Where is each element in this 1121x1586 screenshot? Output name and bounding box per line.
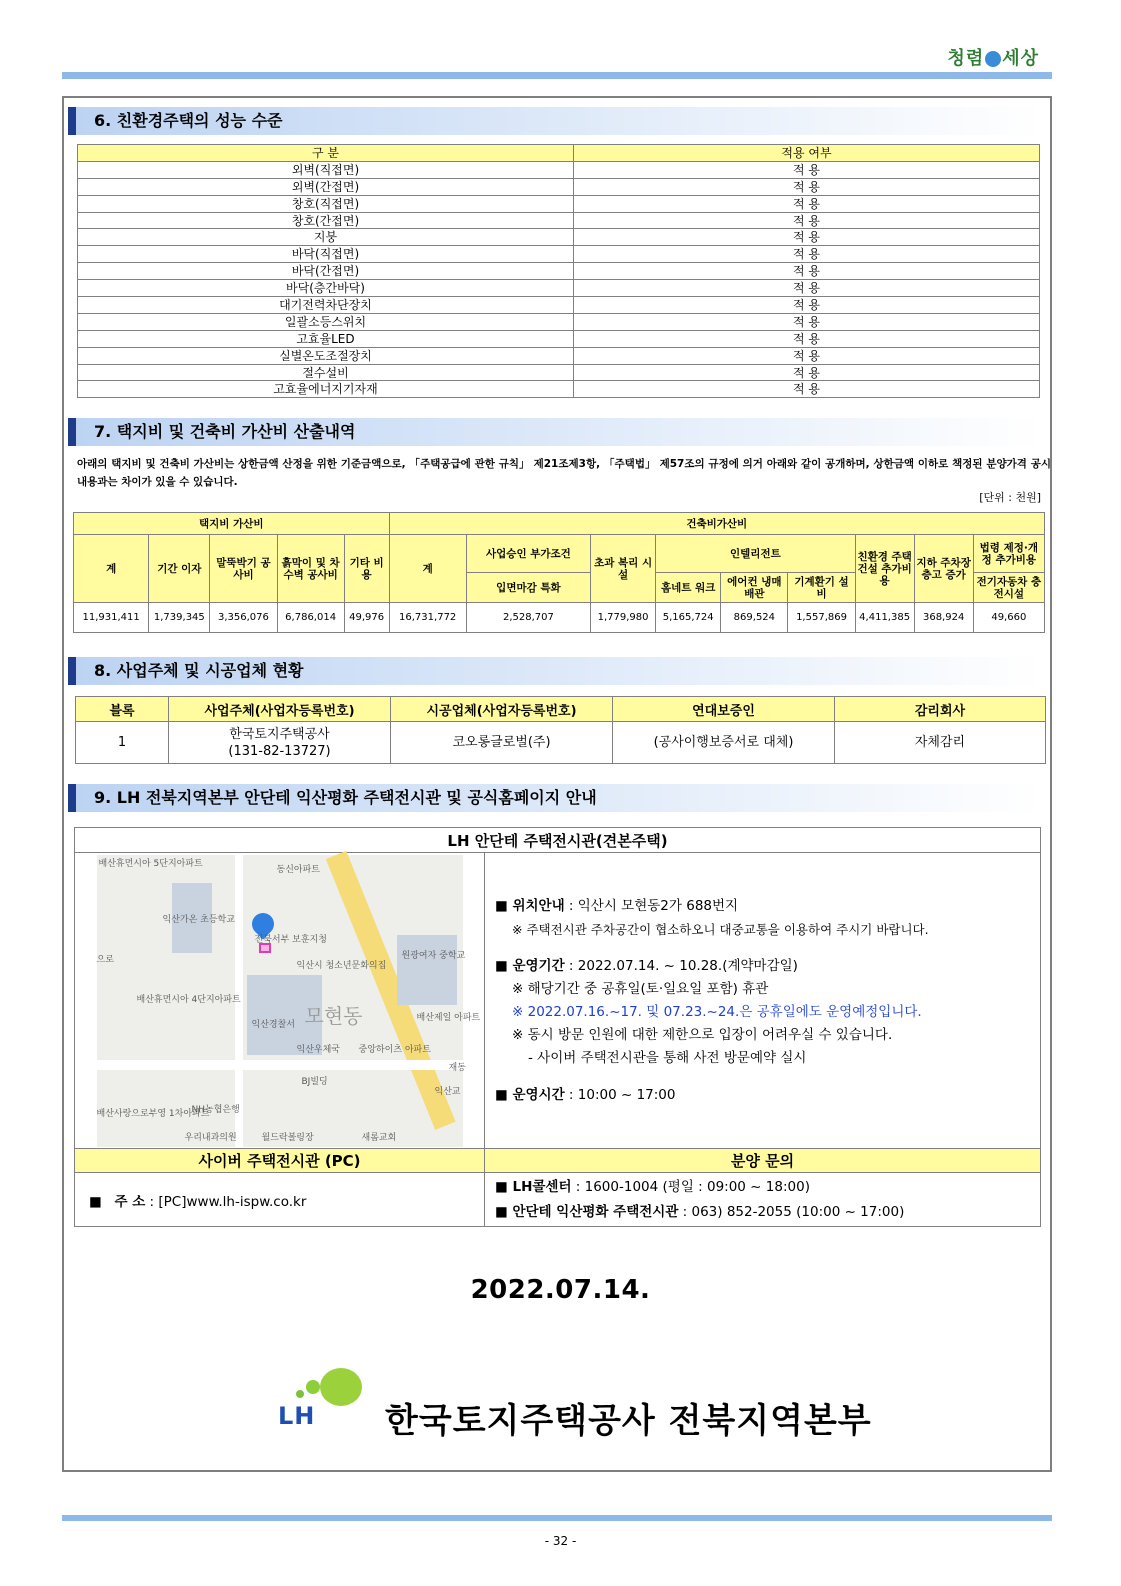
build-group-header: 건축비가산비 <box>389 513 1045 535</box>
eco-item: 바닥(층간바닥) <box>78 280 574 297</box>
parking-header: 지하 주차장 층고 증가 <box>914 535 973 603</box>
eco-applied: 적 용 <box>574 313 1040 330</box>
eco-applied: 적 용 <box>574 246 1040 263</box>
eco-item: 바닥(간접면) <box>78 263 574 280</box>
eco-item: 대기전력차단장치 <box>78 297 574 314</box>
eco-applied: 적 용 <box>574 229 1040 246</box>
col-applied: 적용 여부 <box>574 145 1040 162</box>
company-table <box>75 696 1046 764</box>
page-number: - 32 - <box>544 1534 577 1548</box>
eco-row <box>78 195 1040 212</box>
eco-item: 고효율에너지기자재 <box>78 381 574 398</box>
cost-value: 49,976 <box>344 603 389 633</box>
col-category: 구 분 <box>78 145 574 162</box>
supervisor-header: 감리회사 <box>835 697 1046 722</box>
eco-item: 외벽(간접면) <box>78 178 574 195</box>
exhibit-info: ■ 위치안내 : 익산시 모현동2가 688번지 ※ 주택전시관 주차공간이 협소하오니 대중교통을 이용하여 주시기 바랍니다. ■ 운영기간 : 2022.07.14. ~ 10.28.(계약마감일) ※ 해당기간 중 공휴일(토·일요일 포함) 휴관 ※ 2022.07.16.~17. 및 07.23.~24.은 공휴일에도 운영예정입니다. ※ 동시 방문 인원에 대한 제한으로 입장이 어려우실 수 있습니다. - 사이버 주택전시관을 통해 사전 방문예약 실시 ■ 운영시간 : 10:00 ~ 17:00 <box>485 853 1041 1149</box>
clean-world-logo: 청렴 세상 <box>947 48 1039 69</box>
approval-group-header: 사업승인 부가조건 <box>466 535 590 573</box>
eco-cost-header: 친환경 주택건설 추가비용 <box>855 535 914 603</box>
eco-housing-table <box>77 144 1040 398</box>
eco-applied: 적 용 <box>574 280 1040 297</box>
cost-value: 6,786,014 <box>277 603 344 633</box>
eco-row <box>78 229 1040 246</box>
location-map: 배산휴먼시아 5단지아파트 동신아파트 익산가온 초등학교 전북서부 보훈지청 원광여자 중학교 익산시 청소년문화의집 배산휴먼시아 4단지아파트 모현동 익산경찰서 배산제일 아파트 익산우체국 중앙하이츠 아파트 BJ빌딩 재동 익산교 배산사랑으로부영 1차아파트 NH농협은행 우리내과의원 월드락볼링장 새롬교회 으로 <box>97 855 463 1147</box>
retaining-wall-header: 흙막이 및 차수벽 공사비 <box>277 535 344 603</box>
eco-row <box>78 178 1040 195</box>
excess-welfare-header: 초과 복리 시설 <box>591 535 656 603</box>
cost-value: 1,557,869 <box>788 603 855 633</box>
eco-applied: 적 용 <box>574 364 1040 381</box>
other-cost-header: 기타 비용 <box>344 535 389 603</box>
section-6-header <box>68 107 1042 135</box>
eco-applied: 적 용 <box>574 161 1040 178</box>
eco-applied: 적 용 <box>574 381 1040 398</box>
eco-item: 창호(직접면) <box>78 195 574 212</box>
lh-logo: LH <box>268 1356 373 1440</box>
cost-value: 3,356,076 <box>210 603 277 633</box>
inquiry-info: ■ LH콜센터 : 1600-1004 (평일 : 09:00 ~ 18:00) ■ 안단테 익산평화 주택전시관 : 063) 852-2055 (10:00 ~ 17:00) <box>485 1173 1041 1227</box>
cost-value: 869,524 <box>721 603 788 633</box>
cost-value: 11,931,411 <box>74 603 149 633</box>
land-group-header: 택지비 가산비 <box>74 513 390 535</box>
eco-item: 창호(간접면) <box>78 212 574 229</box>
home-network-header: 홈네트 워크 <box>656 573 721 603</box>
eco-applied: 적 용 <box>574 297 1040 314</box>
eco-item: 고효율LED <box>78 330 574 347</box>
build-total-header: 계 <box>389 535 466 603</box>
cost-value: 4,411,385 <box>855 603 914 633</box>
section-9-header <box>68 784 1042 812</box>
exhibition-table <box>74 827 1041 1227</box>
ev-charger-header: 전기자동차 충전시설 <box>973 573 1044 603</box>
eco-row <box>78 330 1040 347</box>
inquiry-title: 분양 문의 <box>485 1149 1041 1173</box>
builder-header: 시공업체(사업자등록번호) <box>391 697 613 722</box>
period-interest-header: 기간 이자 <box>149 535 210 603</box>
legal-cost-header: 법령 제정·개정 추가비용 <box>973 535 1044 573</box>
section-8-header <box>68 657 1042 685</box>
section-6-title: 6. 친환경주택의 성능 수준 <box>76 107 1042 135</box>
cost-value: 5,165,724 <box>656 603 721 633</box>
notice-date: 2022.07.14. <box>470 1275 651 1305</box>
section-8-title: 8. 사업주체 및 시공업체 현황 <box>76 657 1042 685</box>
map-cell <box>75 853 485 1149</box>
eco-item: 절수설비 <box>78 364 574 381</box>
block-cell: 1 <box>76 722 169 764</box>
guarantor-cell: (공사이행보증서로 대체) <box>613 722 835 764</box>
facade-header: 입면마감 특화 <box>466 573 590 603</box>
section-7-header <box>68 418 1042 446</box>
eco-applied: 적 용 <box>574 178 1040 195</box>
eco-row <box>78 212 1040 229</box>
land-total-header: 계 <box>74 535 149 603</box>
cost-value: 2,528,707 <box>466 603 590 633</box>
cyber-exhibit-title: 사이버 주택전시관 (PC) <box>75 1149 485 1173</box>
eco-row <box>78 364 1040 381</box>
intelligent-group-header: 인텔리전트 <box>656 535 855 573</box>
organization-name: 한국토지주택공사 전북지역본부 <box>385 1401 872 1441</box>
developer-header: 사업주체(사업자등록번호) <box>169 697 391 722</box>
eco-applied: 적 용 <box>574 347 1040 364</box>
cost-values-row <box>74 603 1045 633</box>
cyber-address: ■ 주 소 : [PC]www.lh-ispw.co.kr <box>75 1173 485 1227</box>
eco-item: 실별온도조절장치 <box>78 347 574 364</box>
eco-row <box>78 313 1040 330</box>
developer-cell: 한국토지주택공사 (131-82-13727) <box>169 722 391 764</box>
eco-applied: 적 용 <box>574 195 1040 212</box>
supervisor-cell: 자체감리 <box>835 722 1046 764</box>
eco-applied: 적 용 <box>574 330 1040 347</box>
eco-item: 외벽(직접면) <box>78 161 574 178</box>
eco-row <box>78 280 1040 297</box>
builder-cell: 코오롱글로벌(주) <box>391 722 613 764</box>
exhibit-title: LH 안단테 주택전시관(견본주택) <box>75 828 1041 853</box>
unit-label: [단위 : 천원] <box>979 491 1041 504</box>
cost-value: 1,779,980 <box>591 603 656 633</box>
guarantor-header: 연대보증인 <box>613 697 835 722</box>
cost-value: 16,731,772 <box>389 603 466 633</box>
eco-item: 일괄소등스위치 <box>78 313 574 330</box>
eco-applied: 적 용 <box>574 263 1040 280</box>
eco-item: 지붕 <box>78 229 574 246</box>
block-header: 블록 <box>76 697 169 722</box>
cost-value: 49,660 <box>973 603 1044 633</box>
cost-value: 368,924 <box>914 603 973 633</box>
ventilation-header: 기계환기 설비 <box>788 573 855 603</box>
piling-header: 말뚝박기 공사비 <box>210 535 277 603</box>
eco-row <box>78 381 1040 398</box>
aircon-pipe-header: 에어컨 냉매배관 <box>721 573 788 603</box>
top-rule <box>62 72 1052 79</box>
eco-item: 바닥(직접면) <box>78 246 574 263</box>
cost-note: 아래의 택지비 및 건축비 가산비는 상한금액 산정을 위한 기준금액으로, 「주택공급에 관한 규칙」 제21조제3항, 「주택법」 제57조의 규정에 의거 아래와 같이 공개하며, 상한금액 이하로 책정된 분양가격 공시내용과는 차이가 있을 수 있습니다. <box>77 458 1051 488</box>
eco-applied: 적 용 <box>574 212 1040 229</box>
section-9-title: 9. LH 전북지역본부 안단테 익산평화 주택전시관 및 공식홈페이지 안내 <box>76 784 1042 812</box>
eco-row <box>78 297 1040 314</box>
eco-row <box>78 161 1040 178</box>
additional-cost-table <box>73 512 1045 633</box>
eco-row <box>78 347 1040 364</box>
eco-row <box>78 246 1040 263</box>
cost-value: 1,739,345 <box>149 603 210 633</box>
bottom-rule <box>62 1515 1052 1521</box>
section-7-title: 7. 택지비 및 건축비 가산비 산출내역 <box>76 418 1042 446</box>
eco-row <box>78 263 1040 280</box>
